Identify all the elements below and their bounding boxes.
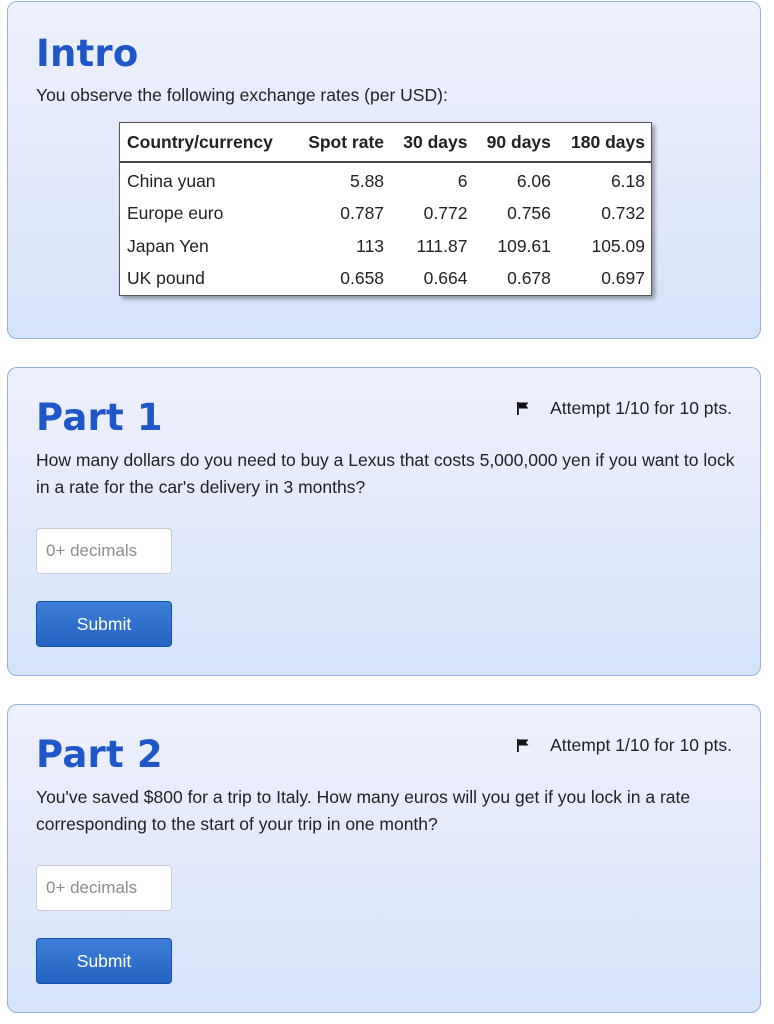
- column-header-90-days: 90 days: [473, 123, 556, 162]
- part2-card: [7, 704, 761, 1013]
- table-cell: 111.87: [416, 235, 468, 256]
- table-cell: China yuan: [127, 170, 216, 191]
- part1-question: How many dollars do you need to buy a Lexus that costs 5,000,000 yen if you want to lock in a rate for the car's delivery in 3 months?: [36, 450, 735, 497]
- part1-answer-input[interactable]: [36, 528, 172, 574]
- table-cell: 109.61: [497, 235, 551, 256]
- intro-card: [7, 1, 761, 339]
- table-row: [120, 162, 651, 198]
- column-header-180-days: 180 days: [557, 123, 651, 162]
- part2-answer-input[interactable]: [36, 865, 172, 911]
- part1-attempt-label: Attempt 1/10 for 10 pts.: [550, 398, 732, 418]
- table-cell: 0.664: [423, 268, 468, 289]
- intro-text: You observe the following exchange rates (per USD):: [36, 85, 448, 105]
- part1-submit-button[interactable]: Submit: [36, 601, 172, 647]
- part1-card: [7, 367, 761, 676]
- table-cell: 0.697: [601, 268, 645, 289]
- part2-question: You've saved $800 for a trip to Italy. How many euros will you get if you lock in a rate corresponding to the start of your trip in one month?: [36, 787, 691, 834]
- table-cell: 113: [356, 235, 385, 256]
- table-cell: 5.88: [349, 170, 385, 191]
- table-cell: 0.756: [507, 203, 551, 224]
- table-cell: 0.678: [507, 268, 551, 289]
- part2-heading: Part 2: [36, 733, 163, 776]
- table-cell: 105.09: [591, 235, 645, 256]
- table-cell: 6.18: [610, 170, 645, 191]
- flag-icon[interactable]: [516, 738, 530, 753]
- column-header-country: Country/currency: [120, 123, 294, 162]
- part2-attempt-info: [516, 735, 732, 756]
- part2-attempt-label: Attempt 1/10 for 10 pts.: [550, 735, 732, 755]
- table-row: [120, 263, 651, 296]
- part1-attempt-info: [516, 398, 732, 419]
- column-header-spot: Spot rate: [294, 123, 390, 162]
- table-cell: Europe euro: [127, 203, 224, 224]
- table-row: [120, 198, 651, 231]
- part2-submit-button[interactable]: Submit: [36, 938, 172, 984]
- table-cell: 0.658: [340, 268, 385, 289]
- table-cell: Japan Yen: [127, 235, 209, 256]
- table-cell: 6.06: [516, 170, 551, 191]
- flag-icon[interactable]: [516, 401, 530, 416]
- table-header-row: [120, 123, 651, 162]
- table-cell: 0.732: [601, 203, 645, 224]
- table-cell: 6: [457, 170, 468, 191]
- table-cell: 0.787: [340, 203, 385, 224]
- part1-heading: Part 1: [36, 396, 163, 439]
- table-cell: 0.772: [423, 203, 468, 224]
- column-header-30-days: 30 days: [390, 123, 473, 162]
- table-cell: UK pound: [127, 268, 205, 289]
- exchange-rates-table: [119, 122, 652, 296]
- table-row: [120, 230, 651, 263]
- intro-heading: Intro: [36, 32, 139, 75]
